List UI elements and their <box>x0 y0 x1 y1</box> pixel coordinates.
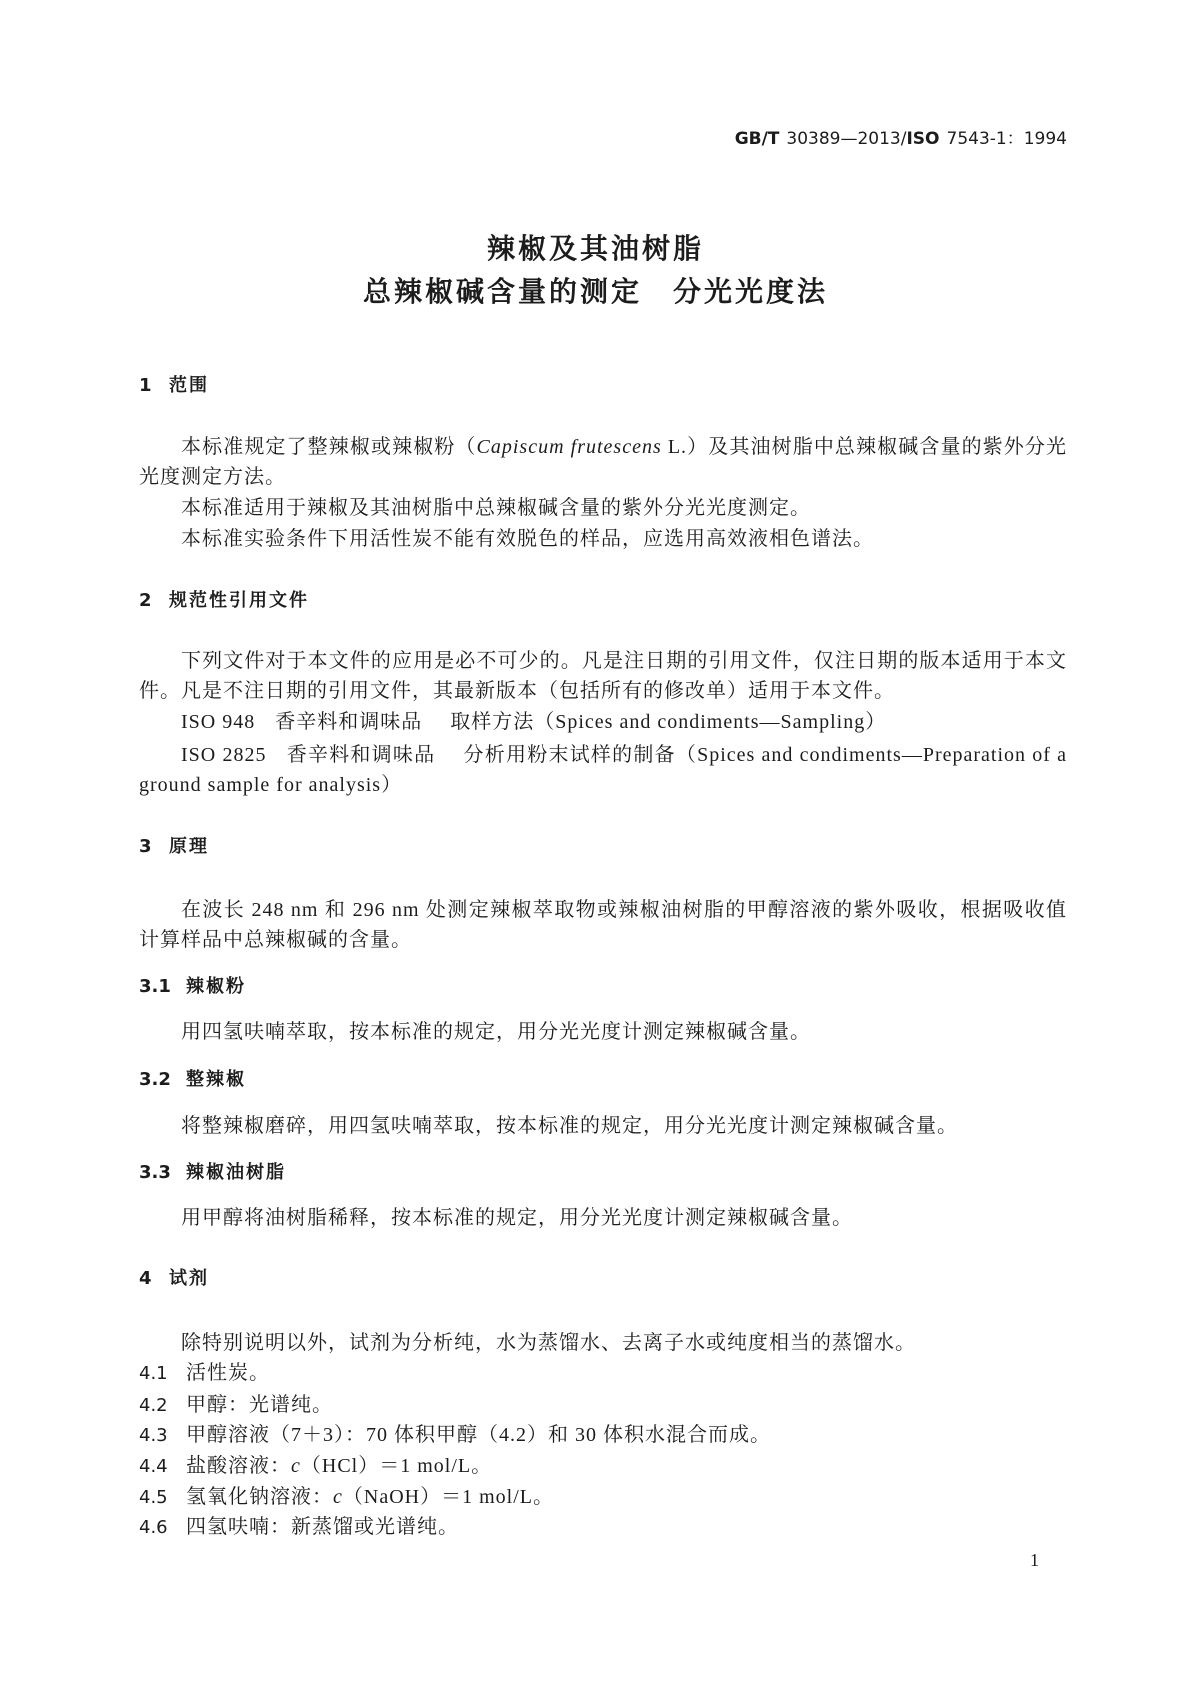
item-text: 甲醇：光谱纯。 <box>186 1394 333 1416</box>
standard-code-header <box>735 128 1067 150</box>
section-title: 试剂 <box>169 1268 209 1289</box>
reagent-item <box>139 1482 1067 1513</box>
subsection-3-3-text: 用甲醇将油树脂稀释，按本标准的规定，用分光光度计测定辣椒碱含量。 <box>181 1207 853 1229</box>
subsection-number: 3.1 <box>139 976 171 997</box>
document-title-line-1: 辣椒及其油树脂 <box>486 232 704 265</box>
item-number: 4.6 <box>139 1517 168 1538</box>
section-number: 4 <box>139 1268 152 1289</box>
item-text: 活性炭。 <box>186 1362 270 1384</box>
reference-code: ISO 2825 <box>181 744 267 766</box>
reference-item <box>139 740 1067 800</box>
reagent-item <box>139 1390 1067 1421</box>
section-3-heading <box>139 832 1067 862</box>
reference-name: 香辛料和调味品 <box>275 711 423 733</box>
section-title: 规范性引用文件 <box>169 590 309 611</box>
reference-name: 香辛料和调味品 <box>286 744 436 766</box>
reagent-item <box>139 1451 1067 1482</box>
section-1-heading <box>139 371 1067 401</box>
subsection-3-1-heading <box>139 972 1067 1002</box>
italic-species-name: Capiscum frutescens <box>476 436 662 458</box>
document-title-line-2: 总辣椒碱含量的测定 分光光度法 <box>362 275 828 308</box>
item-number: 4.2 <box>139 1395 168 1416</box>
scope-paragraph-1 <box>139 432 1067 492</box>
item-number: 4.3 <box>139 1425 168 1446</box>
item-text: 氢氧化钠溶液： <box>186 1486 333 1508</box>
subsection-3-2-heading <box>139 1065 1067 1095</box>
subsection-title: 辣椒粉 <box>186 976 246 997</box>
subsection-3-1-text: 用四氢呋喃萃取，按本标准的规定，用分光光度计测定辣椒碱含量。 <box>181 1021 811 1043</box>
scope-paragraph-2: 本标准适用于辣椒及其油树脂中总辣椒碱含量的紫外分光光度测定。 <box>181 497 811 519</box>
scope-paragraph-3: 本标准实验条件下用活性炭不能有效脱色的样品，应选用高效液相色谱法。 <box>181 528 874 550</box>
subsection-number: 3.3 <box>139 1162 171 1183</box>
section-title: 原理 <box>169 836 209 857</box>
item-text: 甲醇溶液（7＋3）：70 体积甲醇（4.2）和 30 体积水混合而成。 <box>186 1424 771 1446</box>
section-4-heading <box>139 1264 1067 1294</box>
concentration-symbol: c <box>291 1455 301 1477</box>
text-segment: L.）及其油树脂中总辣椒碱含量的紫外分光光度测定方法。 <box>139 436 1068 488</box>
reagent-item <box>139 1358 1067 1389</box>
section-number: 3 <box>139 836 152 857</box>
subsection-3-3-heading <box>139 1158 1067 1188</box>
section-title: 范围 <box>169 375 209 396</box>
section-2-heading <box>139 586 1067 616</box>
reference-code: ISO 948 <box>181 711 256 733</box>
references-intro-paragraph: 下列文件对于本文件的应用是必不可少的。凡是注日期的引用文件，仅注日期的版本适用于本文件。凡是不注日期的引用文件，其最新版本（包括所有的修改单）适用于本文件。 <box>139 650 1067 702</box>
section-number: 1 <box>139 375 152 396</box>
reference-title: 分析用粉末试样的制备（Spices and condiments—Preparation of a ground sample for analysis） <box>139 744 1068 796</box>
reagents-intro-paragraph: 除特别说明以外，试剂为分析纯，水为蒸馏水、去离子水或纯度相当的蒸馏水。 <box>181 1332 916 1354</box>
item-number: 4.5 <box>139 1487 168 1508</box>
gbt-number: 30389—2013/ <box>786 129 907 149</box>
item-text: （NaOH）＝1 mol/L。 <box>342 1486 554 1508</box>
section-number: 2 <box>139 590 152 611</box>
subsection-3-2-text: 将整辣椒磨碎，用四氢呋喃萃取，按本标准的规定，用分光光度计测定辣椒碱含量。 <box>181 1115 958 1137</box>
iso-prefix: ISO <box>906 129 940 149</box>
item-number: 4.4 <box>139 1456 168 1477</box>
subsection-number: 3.2 <box>139 1069 171 1090</box>
concentration-symbol: c <box>333 1486 343 1508</box>
subsection-title: 整辣椒 <box>186 1069 246 1090</box>
item-text: （HCl）＝1 mol/L。 <box>300 1455 493 1477</box>
iso-number: 7543-1：1994 <box>946 129 1067 149</box>
principle-paragraph: 在波长 248 nm 和 296 nm 处测定辣椒萃取物或辣椒油树脂的甲醇溶液的紫外吸收，根据吸收值计算样品中总辣椒碱的含量。 <box>139 899 1067 951</box>
reference-title: 取样方法（Spices and condiments—Sampling） <box>450 711 887 733</box>
item-text: 四氢呋喃：新蒸馏或光谱纯。 <box>186 1516 459 1538</box>
reagent-item <box>139 1420 1067 1451</box>
item-text: 盐酸溶液： <box>186 1455 291 1477</box>
reagent-item <box>139 1512 1067 1543</box>
item-number: 4.1 <box>139 1363 168 1384</box>
subsection-title: 辣椒油树脂 <box>186 1162 286 1183</box>
reference-item <box>139 707 1067 737</box>
text-segment: 本标准规定了整辣椒或辣椒粉（ <box>181 436 477 458</box>
gbt-prefix: GB/T <box>734 129 780 149</box>
page-number: 1 <box>1030 1550 1039 1570</box>
